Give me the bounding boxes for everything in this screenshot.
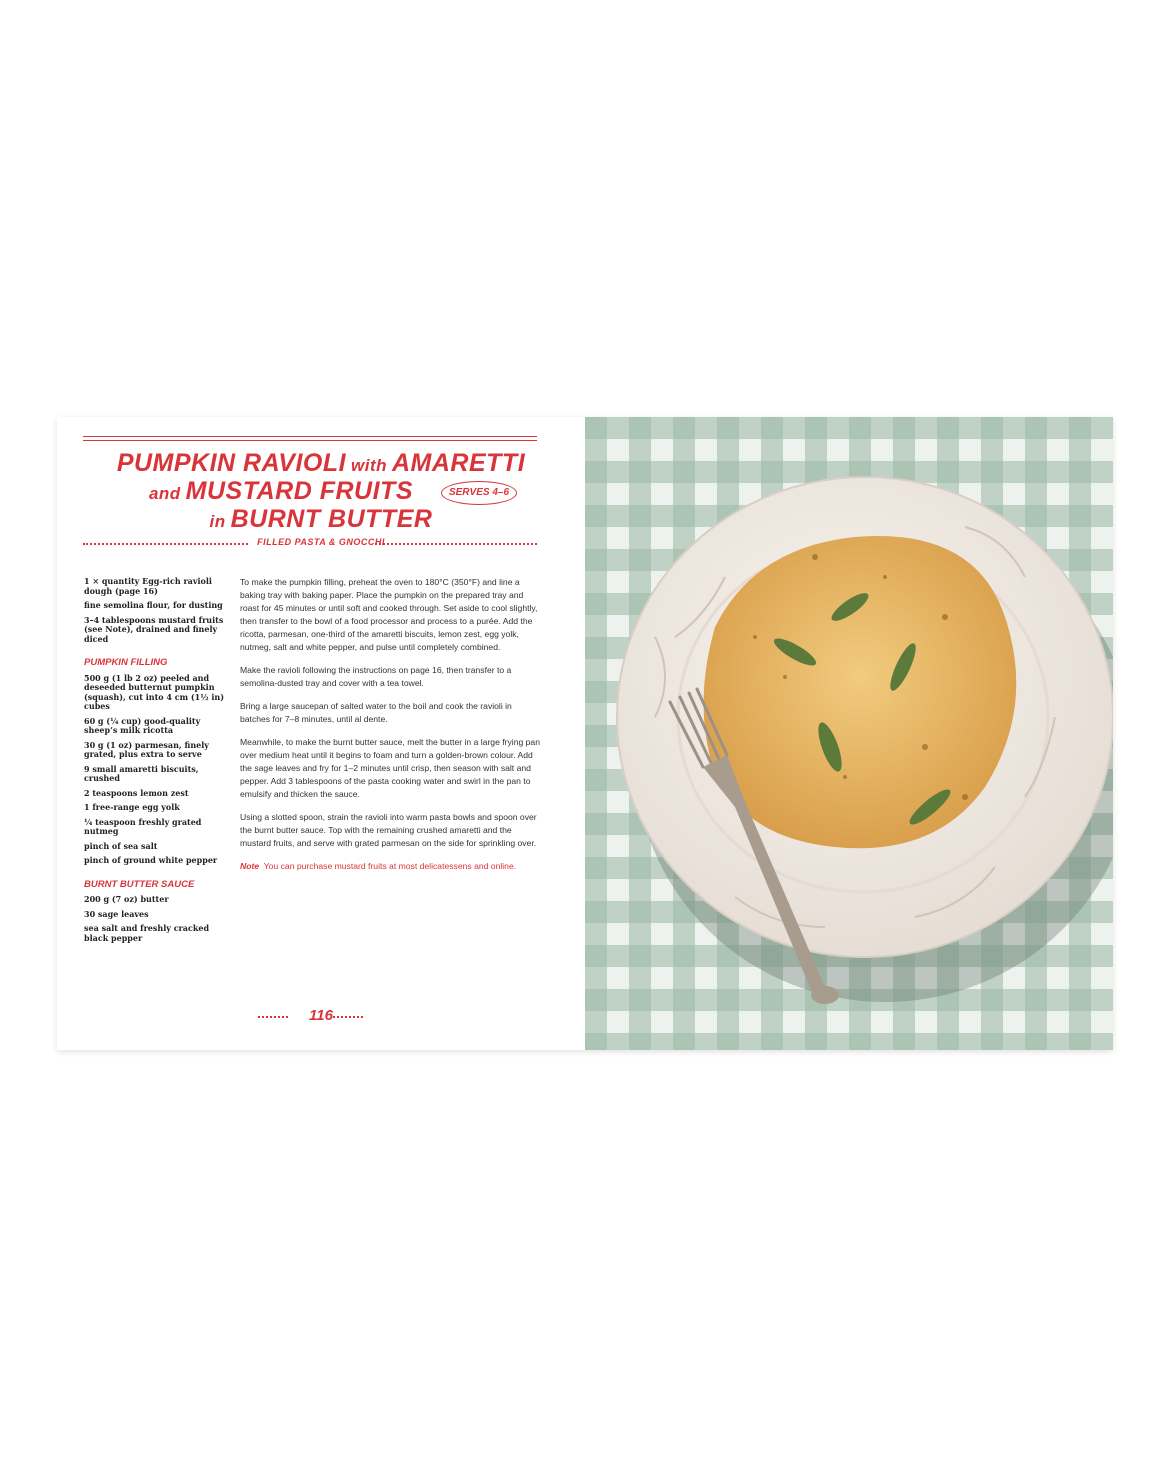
method-step: Using a slotted spoon, strain the ravioli into warm pasta bowls and spoon over the burnt butter sauce. Top with the remaining crushed amaretti and the mustard fruits, and serve with grated parmesan on the side for sprinkling over. [240, 812, 537, 848]
ingredient: 30 g (1 oz) parmesan, finely grated, plus extra to serve [84, 739, 209, 759]
ingredient: 3–4 tablespoons mustard fruits (see Note), drained and finely diced [84, 614, 224, 644]
ingredient: sea salt and freshly cracked black pepper [84, 923, 210, 943]
page-number: 116 [309, 1007, 333, 1024]
ingredient: 2 teaspoons lemon zest [84, 787, 189, 798]
filling-heading: PUMPKIN FILLING [84, 657, 168, 668]
page-dots-right [333, 1016, 363, 1018]
top-rule-2 [83, 440, 537, 441]
sauce-heading: BURNT BUTTER SAUCE [84, 878, 195, 890]
title-line-3: in BURNT BUTTER [209, 505, 433, 533]
ingredient: fine semolina flour, for dusting [84, 600, 223, 610]
note [240, 860, 542, 873]
food-photo [585, 417, 1113, 1050]
ingredient: 200 g (7 oz) butter [84, 894, 169, 904]
method-step: Make the ravioli following the instructions on page 16, then transfer to a semolina-dusted tray and cover with a tea towel. [240, 665, 512, 688]
ravioli-pasta [704, 536, 1017, 848]
ingredient: 30 sage leaves [84, 908, 149, 919]
method-step: Meanwhile, to make the burnt butter sauce, melt the butter in a large frying pan over medium heat until it begins to foam and turn a golden-brown colour. Add the sage leaves and fry for 1–2 minutes until crisp, then season with salt and pepper. Add 3 tablespoons of the pasta cooking water and swirl in the pan to emulsify and thicken the sauce. [240, 737, 540, 799]
recipe-page [57, 417, 585, 1050]
ravioli-photo-illustration [585, 417, 1113, 1050]
method-text [240, 576, 542, 883]
method-step: Bring a large saucepan of salted water to the boil and cook the ravioli in batches for 7–8 minutes, until al dente. [240, 701, 512, 724]
ingredient: 500 g (1 lb 2 oz) peeled and deseeded butternut pumpkin (squash), cut into 4 cm (1½ in) cubes [84, 672, 224, 711]
section-dots-right [375, 543, 537, 545]
method-step: To make the pumpkin filling, preheat the oven to 180°C (350°F) and line a baking tray with baking paper. Place the pumpkin on the prepared tray and roast for 45 minutes or until soft and cooked through. Set aside to cool slightly, then transfer to the bowl of a food processor and process to a purée. Add the ricotta, parmesan, one-third of the amaretti biscuits, lemon zest, egg yolk, nutmeg, salt and white pepper, and pulse until completely combined. [240, 577, 538, 652]
note-text: You can purchase mustard fruits at most delicatessens and online. [263, 861, 517, 871]
section-label: FILLED PASTA & GNOCCHI [257, 537, 385, 547]
ingredient: ¼ teaspoon freshly grated nutmeg [84, 816, 202, 836]
title-line-2: and MUSTARD FRUITS [148, 477, 414, 505]
ingredient: 60 g (¼ cup) good-quality sheep’s milk ricotta [84, 715, 201, 735]
title-line-1: PUMPKIN RAVIOLI with AMARETTI [116, 449, 526, 477]
serves-badge: SERVES 4–6 [441, 481, 517, 505]
note-label: Note [240, 861, 260, 871]
top-rule [83, 436, 537, 437]
ingredient: 9 small amaretti biscuits, crushed [84, 763, 199, 783]
ingredient: pinch of sea salt [84, 840, 158, 851]
book-spread [57, 417, 1113, 1050]
ingredient: 1 free-range egg yolk [84, 802, 180, 812]
ingredient: 1 × quantity Egg-rich ravioli dough (page 16) [84, 576, 212, 596]
ingredients-list [84, 577, 228, 948]
ingredient: pinch of ground white pepper [84, 855, 218, 865]
